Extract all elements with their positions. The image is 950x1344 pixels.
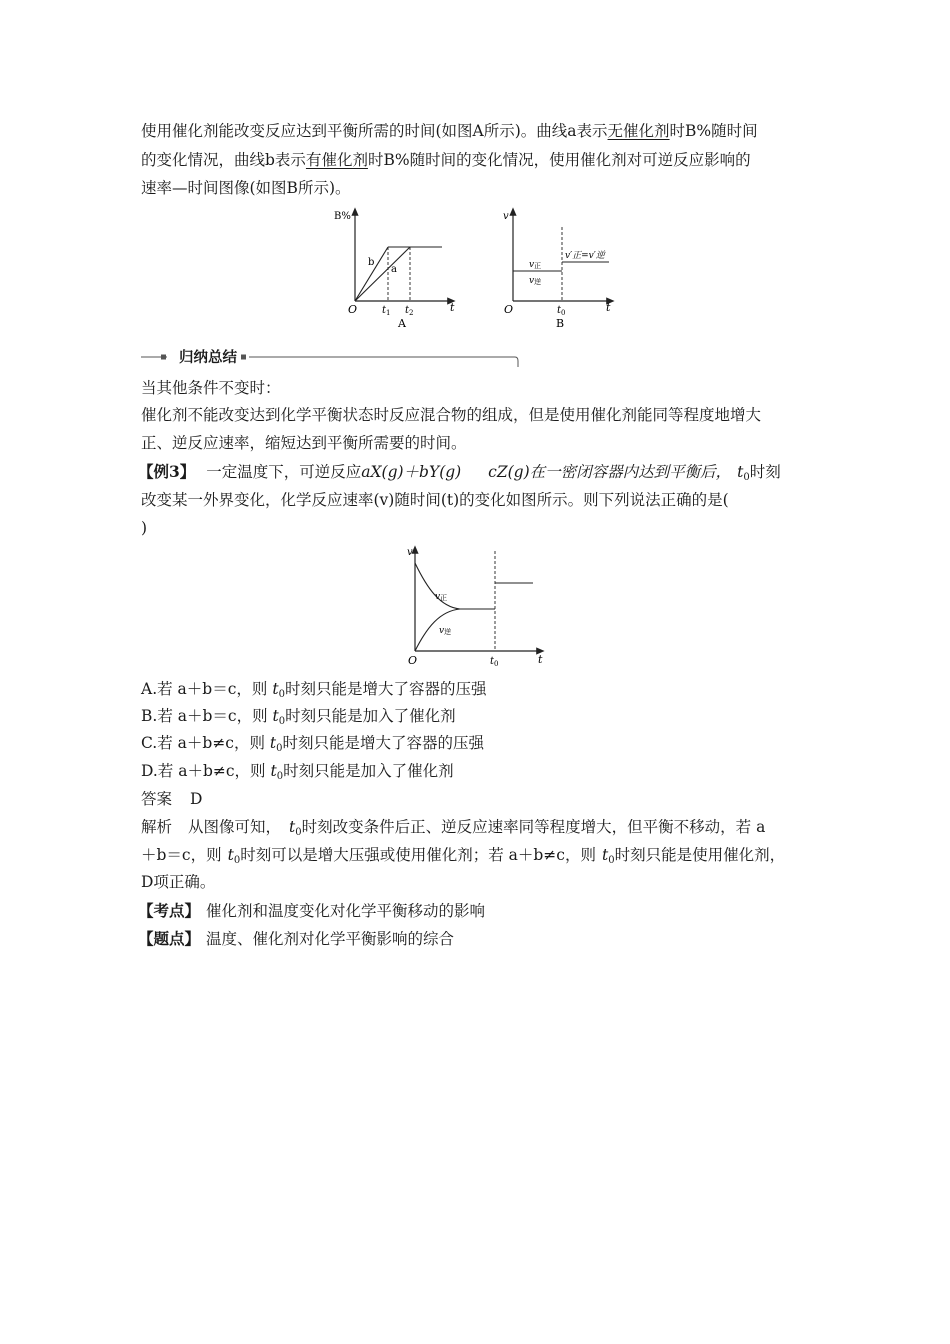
summary-line3: 正、逆反应速率，缩短达到平衡所需要的时间。 bbox=[141, 434, 467, 452]
option-b-text: 时刻只能是加入了催化剂 bbox=[285, 707, 456, 725]
figure-b-vzheng-label: v正 bbox=[529, 260, 542, 270]
summary-line1: 当其他条件不变时： bbox=[141, 379, 281, 397]
underline-with-catalyst: 有催化剂 bbox=[305, 151, 368, 169]
figure-a-label-a: a bbox=[391, 264, 397, 275]
example-line1-text: 一定温度下，可逆反应 bbox=[206, 463, 362, 481]
option-c-text: 时刻只能是增大了容器的压强 bbox=[282, 734, 485, 752]
figure-b-t0-label: $t_0$ bbox=[557, 305, 566, 317]
analysis-label: 解析 bbox=[141, 818, 173, 836]
para1-line1 bbox=[141, 121, 758, 141]
para1-line1-text-a: 使用催化剂能改变反应达到平衡所需的时间(如图A所示)。曲线a表示 bbox=[141, 122, 608, 140]
para1-line3: 速率—时间图像(如图B所示)。 bbox=[141, 179, 351, 197]
figure-a-t2-label: $t_2$ bbox=[405, 305, 414, 317]
kaodian-tag: 【考点】 bbox=[138, 901, 201, 920]
para1-line2-text-b: 时B%随时间的变化情况，使用催化剂对可逆反应影响的 bbox=[367, 151, 751, 169]
answer-line bbox=[141, 789, 202, 809]
figure-a-origin: O bbox=[348, 303, 358, 316]
option-d-text: 时刻只能是加入了催化剂 bbox=[283, 762, 454, 780]
figure-c bbox=[395, 543, 550, 673]
figure-a-label-b: b bbox=[368, 257, 375, 268]
figure-b bbox=[493, 205, 623, 335]
figure-a-t1-label: $t_1$ bbox=[382, 305, 391, 317]
option-b[interactable]: B.若 a＋b＝c，则 $t_0$时刻只能是加入了催化剂 bbox=[141, 707, 456, 727]
option-c-label: C.若 a＋b≠c，则 bbox=[141, 734, 270, 752]
figure-b-ylabel: v bbox=[503, 211, 509, 222]
option-a-text: 时刻只能是增大了容器的压强 bbox=[284, 680, 487, 698]
underline-no-catalyst: 无催化剂 bbox=[607, 122, 670, 140]
example-line2: 改变某一外界变化，化学反应速率(v)随时间(t)的变化如图所示。则下列说法正确的是( bbox=[141, 491, 729, 509]
para1-line2-text-a: 的变化情况，曲线b表示 bbox=[141, 151, 306, 169]
example-tag: 【例3】 bbox=[138, 462, 196, 481]
figure-a-caption: A bbox=[398, 317, 406, 330]
figure-b-origin: O bbox=[504, 303, 514, 316]
answer-value: D bbox=[190, 790, 203, 808]
para1-line1-text-b: 时B%随时间 bbox=[669, 122, 758, 140]
option-a[interactable]: A.若 a＋b＝c，则 $t_0$时刻只能是增大了容器的压强 bbox=[141, 680, 487, 700]
figure-b-xlabel: t bbox=[606, 301, 611, 314]
answer-label: 答案 bbox=[141, 790, 173, 808]
example-equation-reactants: aX(g)＋bY(g) bbox=[361, 463, 462, 481]
figure-a-xlabel: t bbox=[450, 301, 455, 314]
example-equation-products: cZ(g)在一密闭容器内达到平衡后， bbox=[488, 463, 732, 481]
tidian-text: 温度、催化剂对化学平衡影响的综合 bbox=[206, 930, 455, 948]
summary-line2: 催化剂不能改变达到化学平衡状态时反应混合物的组成，但是使用催化剂能同等程度地增大 bbox=[141, 406, 762, 424]
example-line1-end: 时刻 bbox=[749, 463, 781, 481]
figure-c-vzheng-curve bbox=[415, 563, 460, 609]
example-t0: $t_0$ bbox=[737, 463, 750, 483]
tidian-line bbox=[138, 929, 454, 949]
figure-c-vni-label: v逆 bbox=[439, 626, 452, 636]
figure-a bbox=[330, 205, 470, 335]
kaodian-text: 催化剂和温度变化对化学平衡移动的影响 bbox=[206, 902, 486, 920]
figure-c-vni-curve bbox=[415, 609, 460, 651]
kaodian-line bbox=[138, 901, 485, 921]
figure-c-ylabel: v bbox=[407, 547, 413, 558]
figure-b-vni-label: v逆 bbox=[529, 276, 542, 286]
option-d[interactable]: D.若 a＋b≠c，则 $t_0$时刻只能是加入了催化剂 bbox=[141, 762, 454, 782]
analysis-line1: 解析 从图像可知， $t_0$时刻改变条件后正、逆反应速率同等程度增大，但平衡不移动，若 a bbox=[141, 818, 766, 838]
tidian-tag: 【题点】 bbox=[138, 929, 201, 948]
analysis-line3: D项正确。 bbox=[141, 873, 216, 891]
figure-c-t0-label: $t_0$ bbox=[490, 656, 499, 668]
figure-a-ylabel: B% bbox=[334, 211, 351, 222]
figure-b-caption: B bbox=[556, 317, 565, 330]
analysis-line2: ＋b＝c，则 $t_0$时刻可以是增大压强或使用催化剂；若 a＋b≠c，则 $t_0$时刻只能是使用催化剂， bbox=[141, 846, 786, 866]
figure-b-vprime-label: v′正=v′逆 bbox=[565, 251, 605, 261]
example-line1 bbox=[138, 462, 781, 488]
option-b-label: B.若 a＋b＝c，则 bbox=[141, 707, 273, 725]
example-line3: ) bbox=[141, 519, 148, 537]
option-a-label: A.若 a＋b＝c，则 bbox=[141, 680, 273, 698]
summary-title: 归纳总结 bbox=[175, 349, 241, 367]
option-d-label: D.若 a＋b≠c，则 bbox=[141, 762, 271, 780]
figure-c-xlabel: t bbox=[538, 653, 543, 666]
option-c[interactable]: C.若 a＋b≠c，则 $t_0$时刻只能是增大了容器的压强 bbox=[141, 734, 485, 754]
para1-line2 bbox=[141, 150, 751, 170]
figure-c-origin: O bbox=[408, 654, 418, 667]
figure-c-vzheng-label: v正 bbox=[435, 592, 448, 602]
